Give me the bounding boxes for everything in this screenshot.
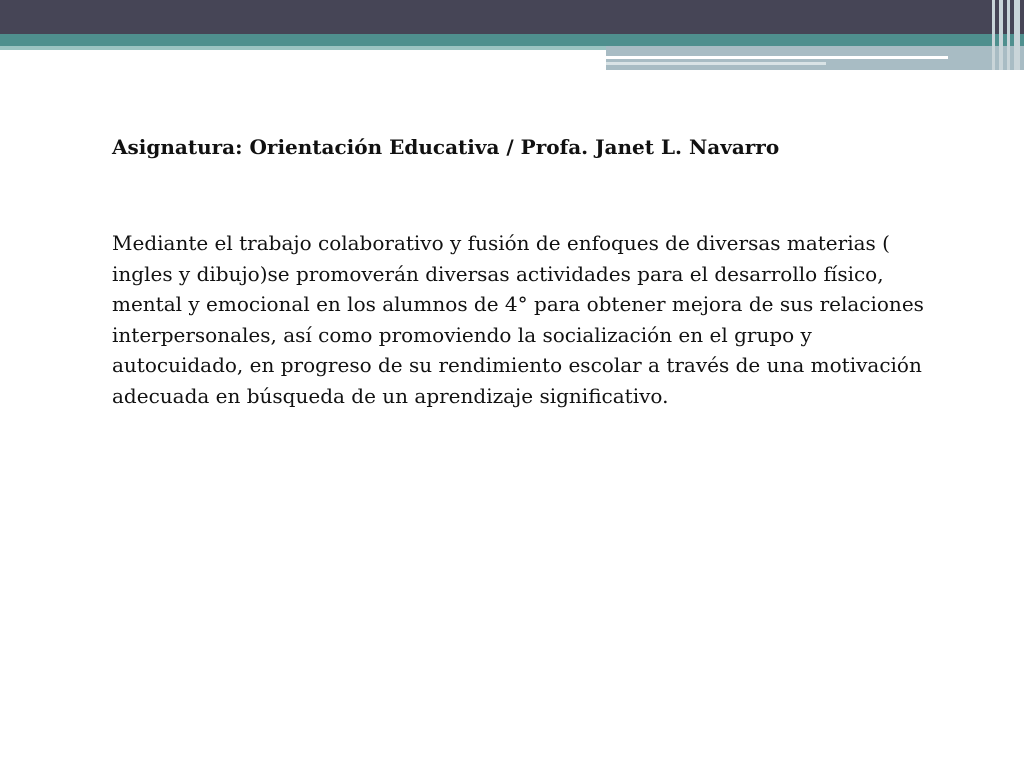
slide-body-text: Mediante el trabajo colaborativo y fusión de enfoques de diversas materias ( ingles y dibujo)se promoverán diversas actividades para el desarrollo físico, mental y emocional en los alumnos de 4° para obtener mejora de sus relaciones interpersonales, así como promoviendo la socialización en el grupo y autocuidado, en progreso de su rendimiento escolar a través de una motivación adecuada en búsqueda de un aprendizaje significativo. <box>112 231 924 408</box>
slide-content <box>112 128 932 411</box>
header-accent-white-line <box>606 56 948 59</box>
header-corner-stripes <box>990 0 1024 70</box>
header-bar-dark <box>0 0 1024 34</box>
header-accent-line <box>0 46 606 50</box>
slide-title: Asignatura: Orientación Educativa / Profa. Janet L. Navarro <box>112 135 780 159</box>
header-accent-pale-line <box>606 62 826 65</box>
header-bar-teal <box>0 34 1024 46</box>
